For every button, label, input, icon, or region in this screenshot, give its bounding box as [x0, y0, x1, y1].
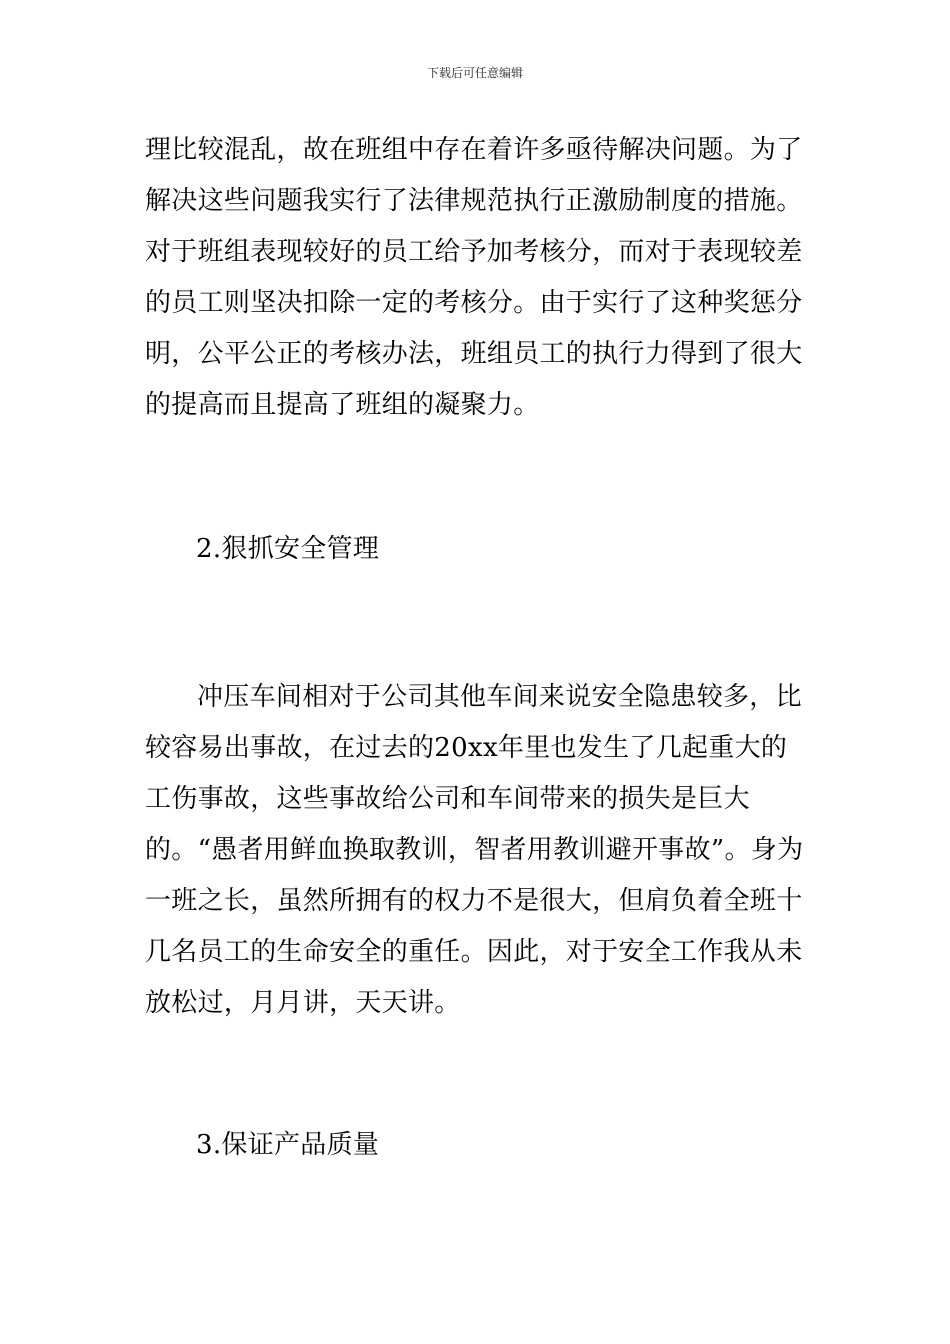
paragraph-team-management: 理比较混乱，故在班组中存在着许多亟待解决问题。为了解决这些问题我实行了法律规范执行正激励制度的措施。对于班组表现较好的员工给予加考核分，而对于表现较差的员工则坚决扣除一定的考核分。由于实行了这种奖惩分明，公平公正的考核办法，班组员工的执行力得到了很大的提高而且提高了班组的凝聚力。 [145, 135, 803, 420]
page-header: 下载后可任意编辑 [426, 66, 523, 80]
section-heading-safety: 2.狠抓安全管理 [196, 534, 380, 564]
section-heading-quality: 3.保证产品质量 [196, 1130, 380, 1160]
paragraph-safety-management: 冲压车间相对于公司其他车间来说安全隐患较多，比较容易出事故，在过去的20xx年里也发生了几起重大的工伤事故，这些事故给公司和车间带来的损失是巨大的。“愚者用鲜血换取教训，智者用教训避开事故”。身为一班之长，虽然所拥有的权力不是很大，但肩负着全班十几名员工的生命安全的重任。因此，对于安全工作我从未放松过，月月讲，天天讲。 [145, 682, 804, 1018]
